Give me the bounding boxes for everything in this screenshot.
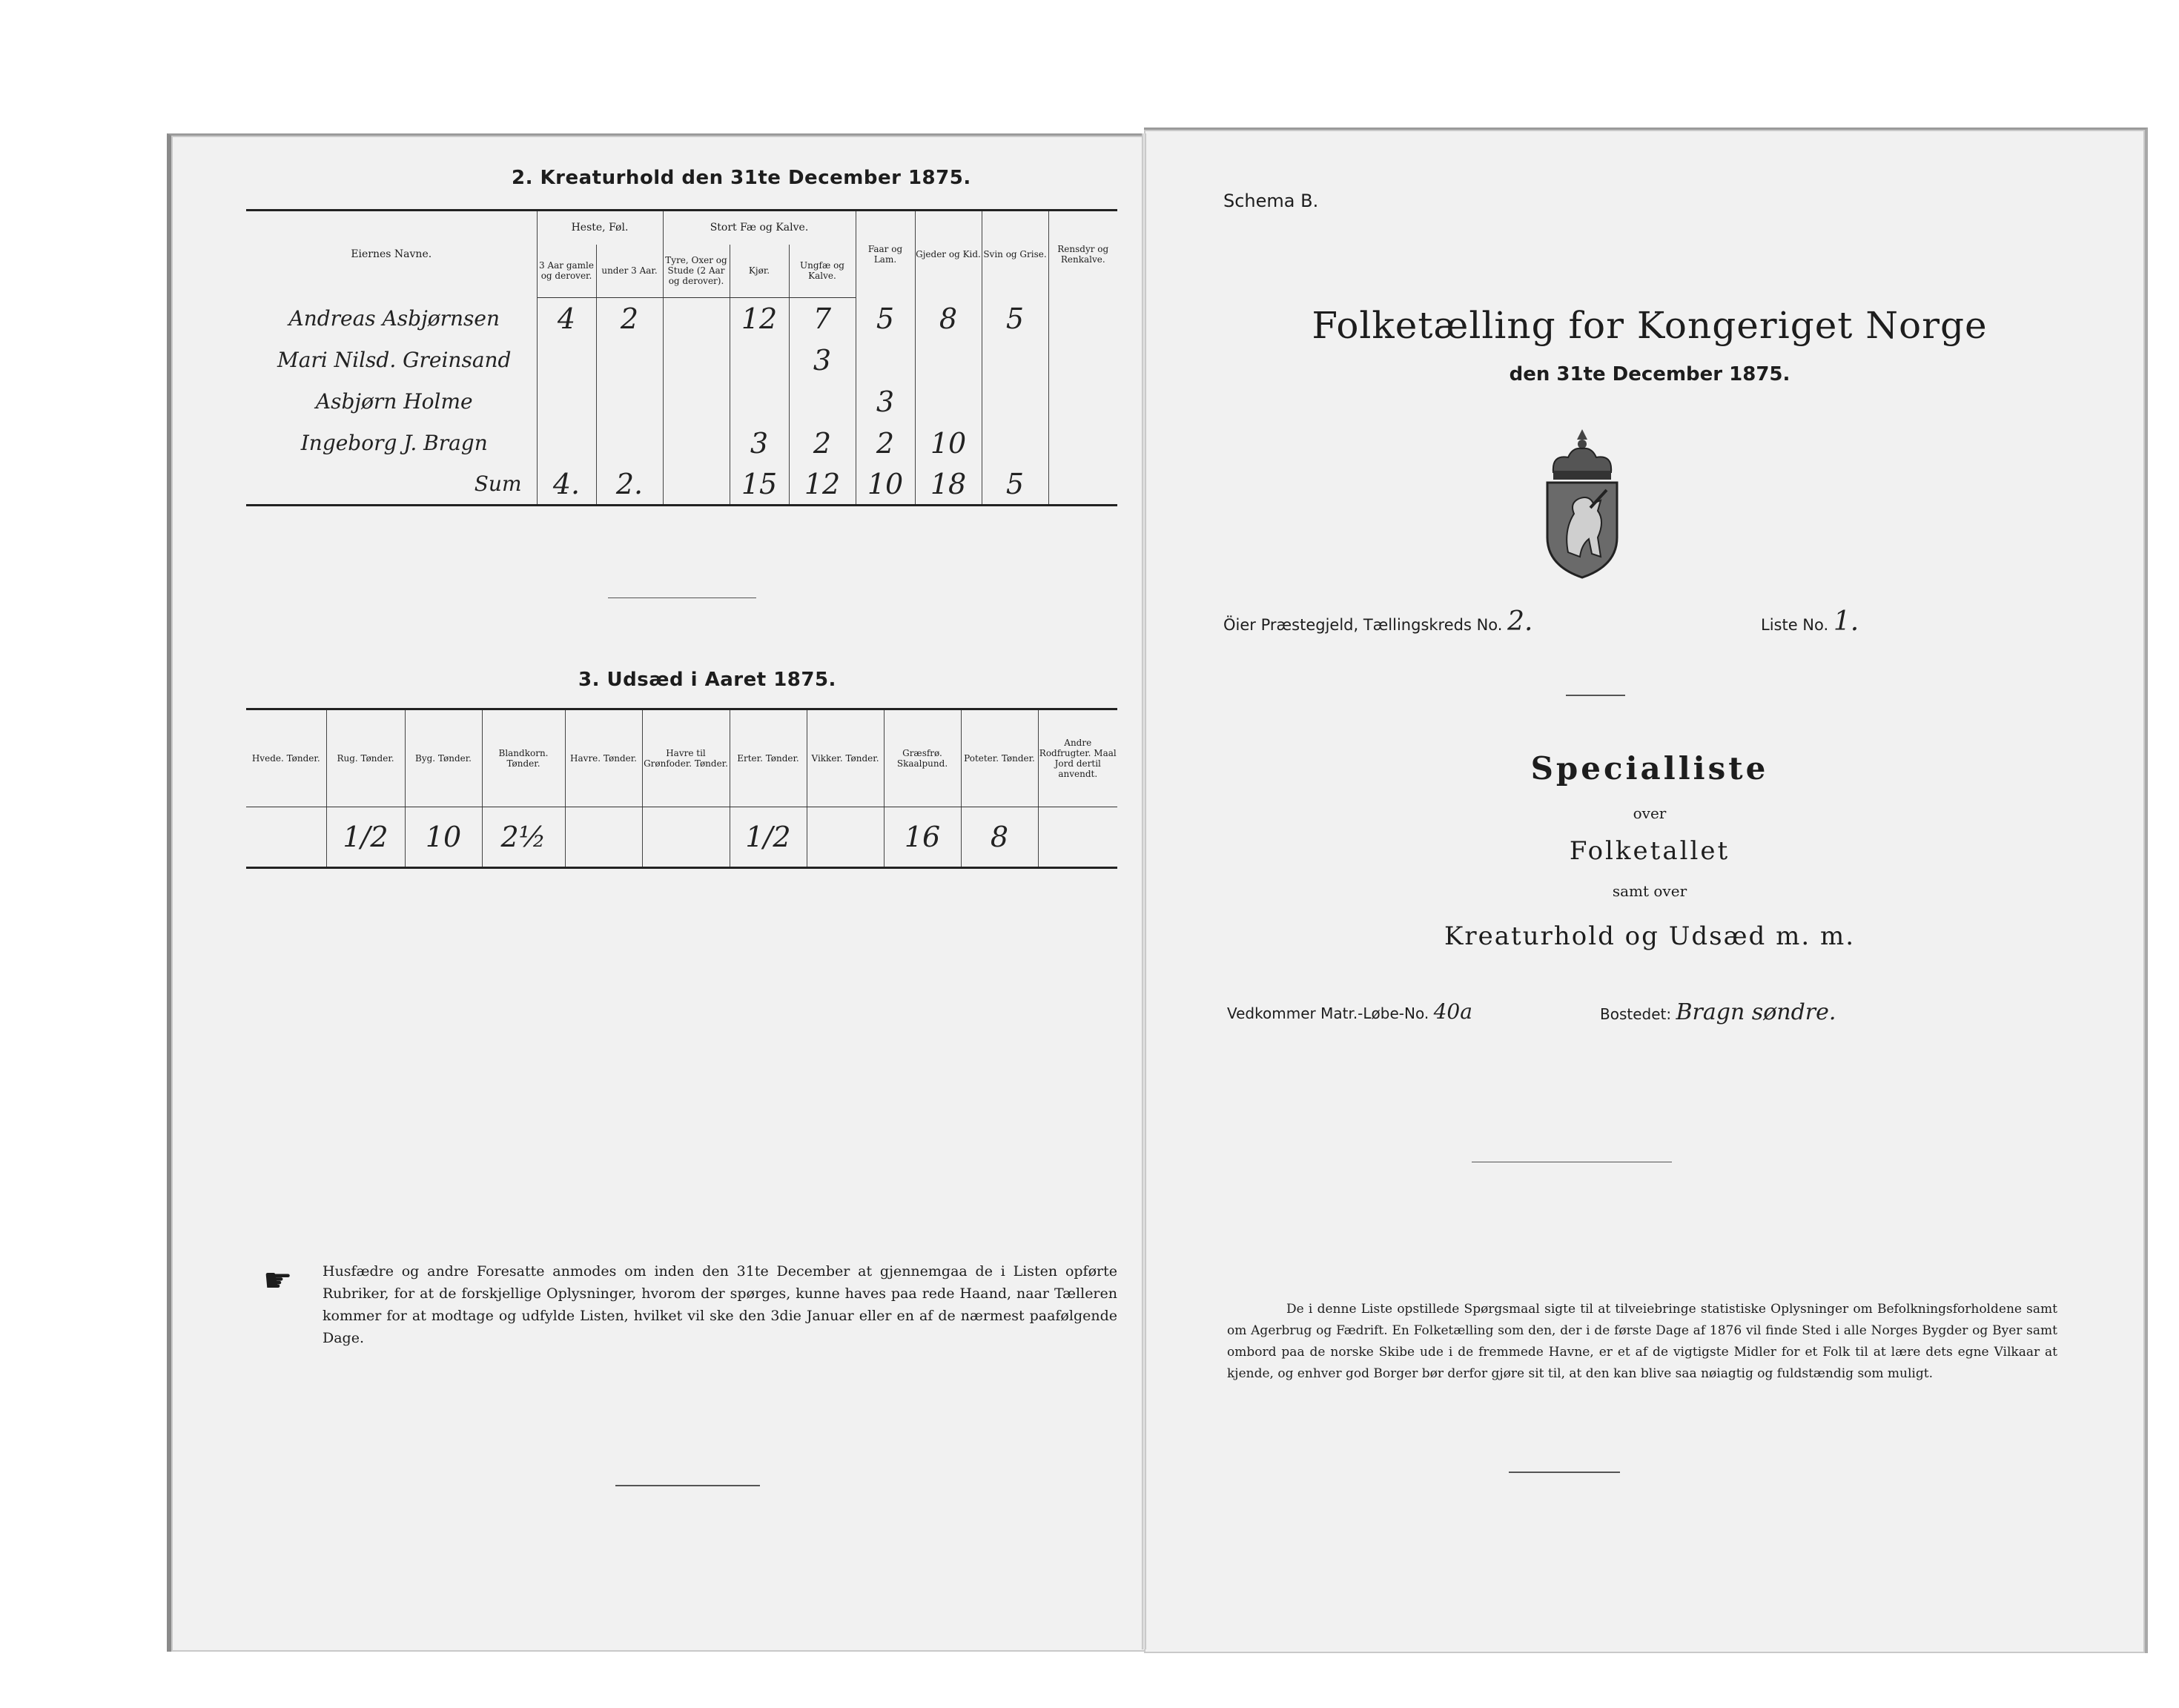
cell [537,423,596,464]
samt-over-text: samt over [1612,882,1687,900]
cell: 5 [982,464,1048,506]
seed-header: Blandkorn. Tønder. [482,709,565,807]
cell: 4 [537,298,596,340]
cell: 4. [537,464,596,506]
left-notice: Husfædre og andre Foresatte anmodes om inden den 31te December at gjennemgaa de i Listen opførte Rubriker, for at de forskjellige Oplysninger, hvorom der spørges, kunne haves paa rede Haand, naar Tælleren kommer for at modtage og udfylde Listen, hvilket vil ske den 3die Januar eller en af de nærmest paafølgende Dage. [323,1263,1117,1346]
owner-name: Ingeborg J. Bragn [246,423,537,464]
list-label: Liste No. [1761,616,1829,634]
bosted-value: Bragn søndre. [1676,999,1836,1025]
livestock-title: 2. Kreaturhold den 31te December 1875. [512,167,971,189]
livestock-table [246,209,1117,506]
cell: 2. [596,464,663,506]
page-fold [1142,133,1146,1649]
cell: 10 [915,423,982,464]
seed-header: Græsfrø. Skaalpund. [884,709,961,807]
cattle-header: Stort Fæ og Kalve. [663,211,856,245]
cell [1048,381,1117,423]
cell [1048,423,1117,464]
seed-header: Erter. Tønder. [730,709,807,807]
cell: 3 [856,381,915,423]
livestock-row [246,381,1117,423]
cell [663,340,730,381]
cell [807,807,884,868]
over-text: over [1633,804,1667,822]
cell: 12 [730,298,789,340]
parish-label: Öier Præstegjeld, [1223,616,1359,634]
cell [730,381,789,423]
cell [537,340,596,381]
cell [663,381,730,423]
schema-label: Schema B. [1223,191,1319,211]
cell [596,381,663,423]
cell: 1/2 [326,807,405,868]
matr-label: Vedkommer Matr.-Løbe-No. [1227,1004,1429,1022]
seed-header: Havre. Tønder. [565,709,642,807]
cell [915,381,982,423]
seed-table [246,708,1117,869]
seed-title: 3. Udsæd i Aaret 1875. [578,669,836,691]
list-line [1761,606,1859,637]
cell [663,464,730,506]
horses-header: Heste, Føl. [537,211,663,245]
district-number: 2. [1507,606,1533,637]
seed-header: Andre Rodfrugter. Maal Jord dertil anvendt. [1038,709,1117,807]
cell: 16 [884,807,961,868]
list-number: 1. [1833,606,1859,637]
seed-row [246,807,1117,868]
census-date: den 31te December 1875. [1509,363,1791,385]
livestock-row [246,340,1117,381]
census-title: Folketælling for Kongeriget Norge [1312,304,1988,347]
seed-header: Vikker. Tønder. [807,709,884,807]
cell: 2 [856,423,915,464]
district-line [1223,606,1533,637]
cell: 5 [856,298,915,340]
cattle-bulls-header: Tyre, Oxer og Stude (2 Aar og derover). [663,245,730,298]
matr-line [1227,999,1472,1024]
district-label: Tællingskreds No. [1363,616,1503,634]
seed-header: Hvede. Tønder. [246,709,326,807]
cell [1038,807,1117,868]
cell [537,381,596,423]
cell [982,381,1048,423]
horses-old-header: 3 Aar gamle og derover. [537,245,596,298]
pigs-header: Svin og Grise. [982,211,1048,298]
cell: 10 [856,464,915,506]
cell: 7 [789,298,856,340]
cell [915,340,982,381]
cell: 2½ [482,807,565,868]
owner-name: Andreas Asbjørnsen [246,298,537,340]
sheep-header: Faar og Lam. [856,211,915,298]
cell: 12 [789,464,856,506]
owner-name: Mari Nilsd. Greinsand [246,340,537,381]
cell: 15 [730,464,789,506]
specialliste-heading: Specialliste [1530,750,1769,787]
livestock-row [246,423,1117,464]
cell [856,340,915,381]
cell [663,423,730,464]
kreaturhold-text: Kreaturhold og Udsæd m. m. [1444,921,1855,951]
bosted-label: Bostedet: [1600,1005,1672,1023]
cell [982,423,1048,464]
folketallet-text: Folketallet [1569,836,1730,866]
matr-number: 40a [1433,999,1472,1024]
owner-name: Asbjørn Holme [246,381,537,423]
cell [1048,340,1117,381]
seed-header: Byg. Tønder. [405,709,482,807]
cell [246,807,326,868]
divider [1566,695,1625,696]
cell [565,807,642,868]
horses-young-header: under 3 Aar. [596,245,663,298]
cell: 2 [789,423,856,464]
pointing-hand-icon: ☛ [263,1262,293,1300]
cattle-young-header: Ungfæ og Kalve. [789,245,856,298]
cell [982,340,1048,381]
cell [663,298,730,340]
seed-header: Havre til Grønfoder. Tønder. [642,709,730,807]
cell: 5 [982,298,1048,340]
bosted-line [1600,999,1836,1025]
cell: 8 [915,298,982,340]
cell: 10 [405,807,482,868]
divider [1509,1472,1620,1473]
cell [730,340,789,381]
cell: 2 [596,298,663,340]
cell [596,423,663,464]
reindeer-header: Rensdyr og Renkalve. [1048,211,1117,298]
owner-header: Eiernes Navne. [246,211,537,298]
seed-header: Rug. Tønder. [326,709,405,807]
sum-label: Sum [246,464,537,506]
cell [642,807,730,868]
cattle-cows-header: Kjør. [730,245,789,298]
livestock-row [246,298,1117,340]
cell [596,340,663,381]
cell: 1/2 [730,807,807,868]
cell [789,381,856,423]
goats-header: Gjeder og Kid. [915,211,982,298]
livestock-sum-row [246,464,1117,506]
cell: 8 [961,807,1038,868]
right-notice: De i denne Liste opstillede Spørgsmaal sigte til at tilveiebringe statistiske Oplysninger om Befolkningsforholdene samt om Agerbrug og Fædrift. En Folketælling som den, der i de første Dage af 1876 vil finde Sted i alle Norges Bygder og Byer samt ombord paa de norske Skibe ude i de fremmede Havne, er et af de vigtigste Midler for et Folk til at lære dets egne Vilkaar at kjende, og enhver god Borger bør derfor gjøre sit til, at den kan blive saa nøiagtig og fuldstændig som muligt. [1227,1302,2057,1381]
cell: 18 [915,464,982,506]
seed-header: Poteter. Tønder. [961,709,1038,807]
cell [1048,298,1117,340]
coat-of-arms-icon [1538,426,1626,582]
divider [615,1485,760,1486]
cell: 3 [789,340,856,381]
cell [1048,464,1117,506]
cell: 3 [730,423,789,464]
